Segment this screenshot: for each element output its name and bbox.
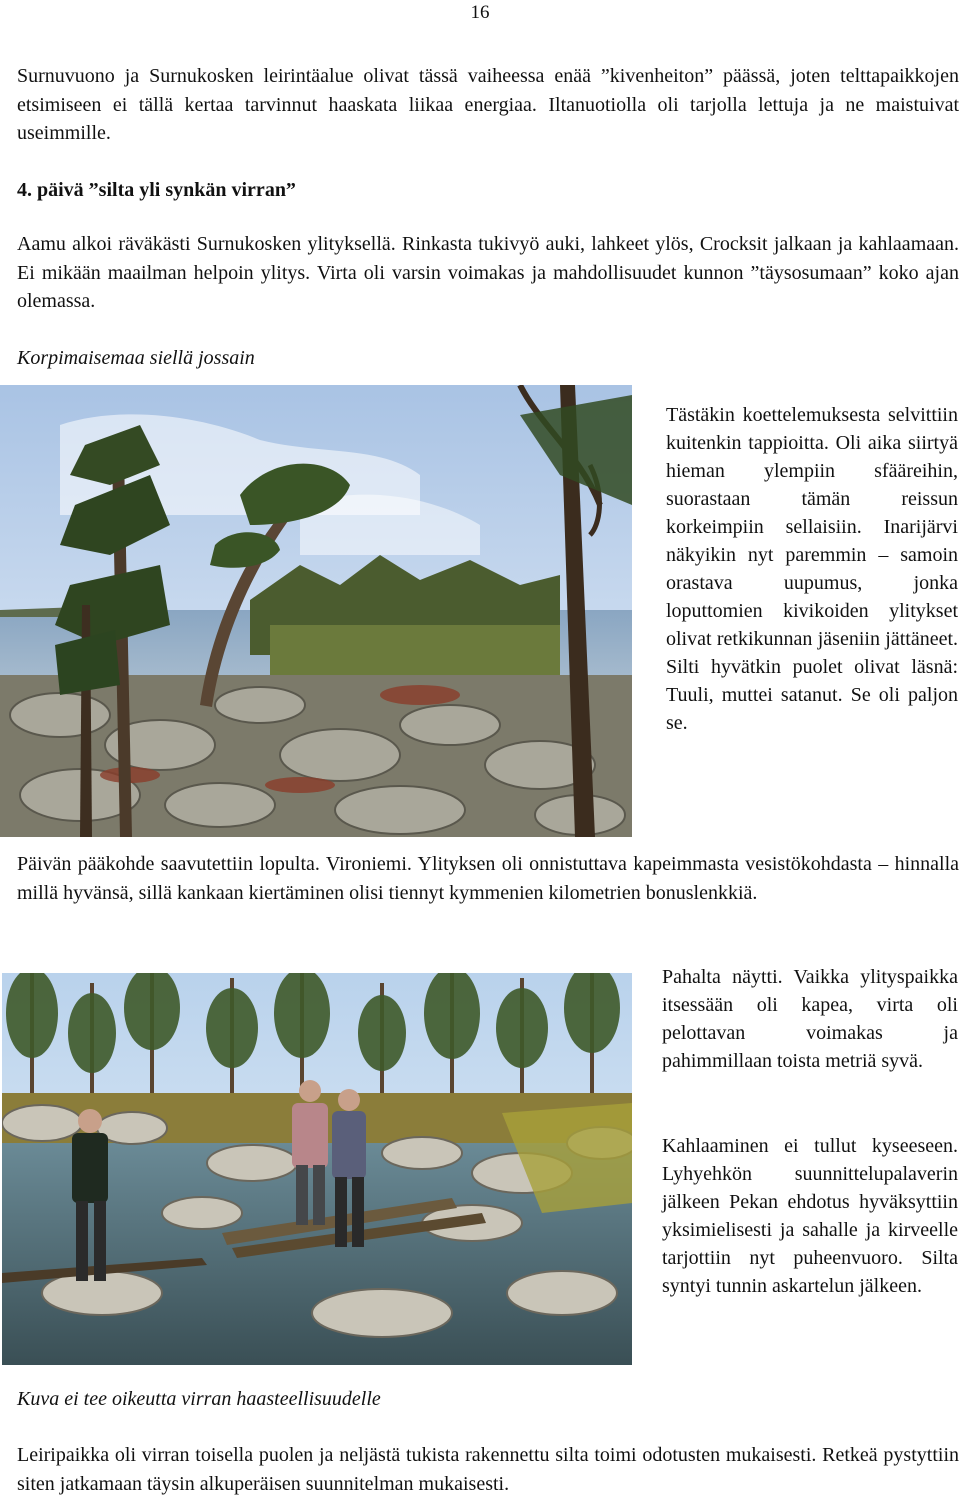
morning-paragraph: Aamu alkoi räväkästi Surnukosken ylityksellä. Rinkasta tukivyö auki, lahkeet ylös, Crocksit jalkaan ja kahlaamaan. Ei mikään maailman helpoin ylitys. Virta oli varsin voimakas ja mahdollisuudet kunnon ”täysosumaan” koko ajan olemassa. [17, 233, 959, 312]
day-heading: 4. päivä ”silta yli synkän virran” [17, 179, 296, 201]
forest-lake-photo [0, 385, 632, 837]
intro-paragraph: Surnuvuono ja Surnukosken leirintäalue olivat tässä vaiheessa enää ”kivenheiton” päässä, joten telttapaikkojen etsimiseen ei tällä kertaa tarvinnut haaskata liikaa energiaa. Iltanuotiolla oli tarjolla lettuja ja ne maistuivat useimmille. [17, 65, 959, 144]
river-crossing-photo [2, 973, 632, 1365]
side-text-crossing-b: Kahlaaminen ei tullut kyseeseen. Lyhyehkön suunnittelupalaverin jälkeen Pekan ehdotus hyväksyttiin yksimielisesti ja sahalle ja kirveelle tarjottiin nyt puheenvuoro. Silta syntyi tunnin askartelun jälkeen. [662, 1135, 958, 1297]
photo-caption-river: Kuva ei tee oikeutta virran haasteellisuudelle [17, 1388, 381, 1410]
side-text-summit: Tästäkin koettelemuksesta selvittiin kuitenkin tappioitta. Oli aika siirtyä hieman ylempiin sfääreihin, suorastaan tämän reissun korkeimpiin sellaisiin. Inarijärvi näkyikin nyt paremmin – samoin orastava uupumus, jonka loputtomien kivikoiden ylitykset olivat retkikunnan jäseniin jättäneet. Silti hyvätkin puolet olivat läsnä: Tuuli, muttei satanut. Se oli paljon se. [666, 404, 958, 734]
side-text-crossing-a: Pahalta näytti. Vaikka ylityspaikka itsessään oli kapea, virta oli pelottavan voimakas ja pahimmillaan toista metriä syvä. [662, 966, 958, 1072]
page-number: 16 [470, 2, 490, 23]
photo-caption-forest: Korpimaisemaa siellä jossain [17, 347, 255, 369]
main-target-paragraph: Päivän pääkohde saavutettiin lopulta. Vironiemi. Ylityksen oli onnistuttava kapeimmasta vesistökohdasta – hinnalla millä hyvänsä, sillä kankaan kiertäminen olisi tiennyt kymmenien kilometrien bonuslenkkiä. [17, 853, 959, 904]
closing-paragraph: Leiripaikka oli virran toisella puolen ja neljästä tukista rakennettu silta toimi odotusten mukaisesti. Retkeä pystyttiin siten jatkamaan täysin alkuperäisen suunnitelman mukaisesti. [17, 1444, 959, 1495]
